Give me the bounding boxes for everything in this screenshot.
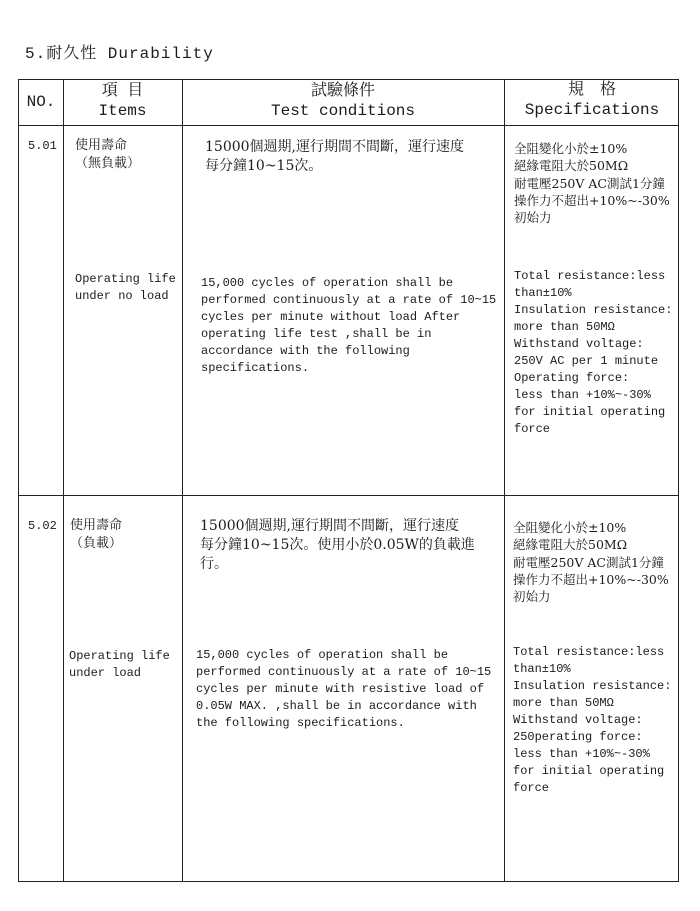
item-zh: 使用壽命 （無負載） (75, 138, 141, 171)
spec-zh: 全阻變化小於±10% 絕緣電阻大於50MΩ 耐電壓250V AC測試1分鐘 操作力不超出+10%~-30% 初始力 (514, 141, 670, 226)
section-title: 5.耐久性 Durability (25, 45, 214, 63)
header-items-zh: 項 目 (101, 82, 144, 100)
test-en: 15,000 cycles of operation shall be performed continuously at a rate of 10~15 cycles per minute without load After operating life test ,shall be in accordance with the following specifications. (201, 276, 497, 375)
column-divider (182, 80, 183, 881)
row-number: 5.01 (28, 139, 57, 153)
header-items-en: Items (98, 102, 147, 120)
header-test-en: Test conditions (270, 102, 416, 120)
spec-en: Total resistance:less than±10% Insulation resistance: more than 50MΩ Withstand voltage: 250perating force: less than +10%~-30% for initial operating force (513, 645, 672, 795)
header-divider (19, 125, 678, 126)
item-en: Operating life under no load (75, 272, 176, 303)
test-en: 15,000 cycles of operation shall be performed continuously at a rate of 10~15 cycles per minute with resistive load of 0.05W MAX. ,shall be in accordance with the following specifications. (196, 648, 492, 730)
header-items (63, 81, 182, 121)
item-en: Operating life under load (69, 649, 170, 680)
test-zh: 15000個週期,運行期間不間斷，運行速度 每分鐘10~15次。 (205, 139, 464, 174)
header-no: NO. (26, 93, 56, 111)
header-spec-zh: 規 格 (567, 81, 616, 99)
header-test (182, 81, 504, 121)
header-spec (504, 80, 680, 120)
header-spec-en: Specifications (524, 101, 660, 119)
spec-en: Total resistance:less than±10% Insulation resistance: more than 50MΩ Withstand voltage: 250V AC per 1 minute Operating force: less than +10%~-30% for initial operating force (514, 269, 673, 436)
test-zh: 15000個週期,運行期間不間斷，運行速度 每分鐘10~15次。使用小於0.05W的負載進 行。 (200, 518, 475, 572)
column-divider (63, 80, 64, 881)
spec-zh: 全阻變化小於±10% 絕緣電阻大於50MΩ 耐電壓250V AC測試1分鐘 操作力不超出+10%~-30% 初始力 (513, 520, 669, 605)
item-zh: 使用壽命 （負載） (70, 518, 123, 551)
row-divider (19, 495, 678, 496)
column-divider (504, 80, 505, 881)
header-test-zh: 試驗條件 (310, 82, 375, 100)
durability-table (18, 79, 679, 882)
row-number: 5.02 (28, 519, 57, 533)
